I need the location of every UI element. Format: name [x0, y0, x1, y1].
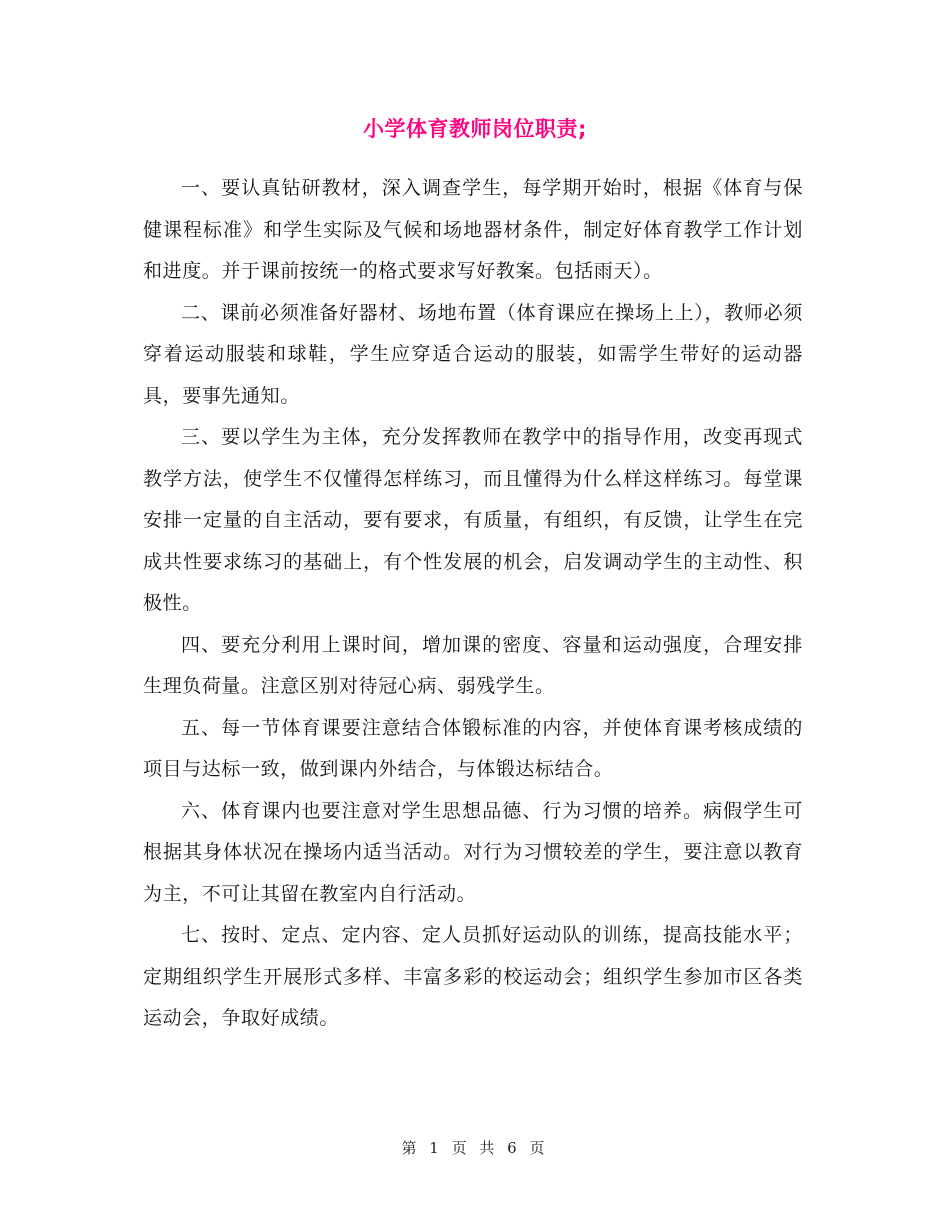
- paragraph-5: 五、每一节体育课要注意结合体锻标准的内容，并使体育课考核成绩的项目与达标一致，做到课内外结合，与体锻达标结合。: [143, 716, 803, 780]
- document-title: 小学体育教师岗位职责;: [363, 117, 587, 141]
- paragraph-1: 一、要认真钻研教材，深入调查学生，每学期开始时，根据《体育与保健课程标准》和学生实际及气候和场地器材条件，制定好体育教学工作计划和进度。并于课前按统一的格式要求写好教案。包括雨天）。: [143, 177, 803, 282]
- document-body: [143, 168, 803, 1040]
- paragraph-7: 七、按时、定点、定内容、定人员抓好运动队的训练，提高技能水平；定期组织学生开展形式多样、丰富多彩的校运动会；组织学生参加市区各类运动会，争取好成绩。: [143, 924, 803, 1029]
- page-number-footer: 第 1 页 共 6 页: [401, 1139, 549, 1157]
- paragraph-2: 二、课前必须准备好器材、场地布置（体育课应在操场上上），教师必须穿着运动服装和球鞋，学生应穿适合运动的服装，如需学生带好的运动器具，要事先通知。: [143, 301, 803, 407]
- paragraph-6: 六、体育课内也要注意对学生思想品德、行为习惯的培养。病假学生可根据其身体状况在操场内适当活动。对行为习惯较差的学生，要注意以教育为主，不可让其留在教室内自行活动。: [143, 799, 803, 905]
- paragraph-4: 四、要充分利用上课时间，增加课的密度、容量和运动强度，合理安排生理负荷量。注意区别对待冠心病、弱残学生。: [143, 633, 803, 697]
- paragraph-3: 三、要以学生为主体，充分发挥教师在教学中的指导作用，改变再现式教学方法，使学生不仅懂得怎样练习，而且懂得为什么样这样练习。每堂课安排一定量的自主活动，要有要求，有质量，有组织，有反馈，让学生在完成共性要求练习的基础上，有个性发展的机会，启发调动学生的主动性、积极性。: [143, 426, 803, 614]
